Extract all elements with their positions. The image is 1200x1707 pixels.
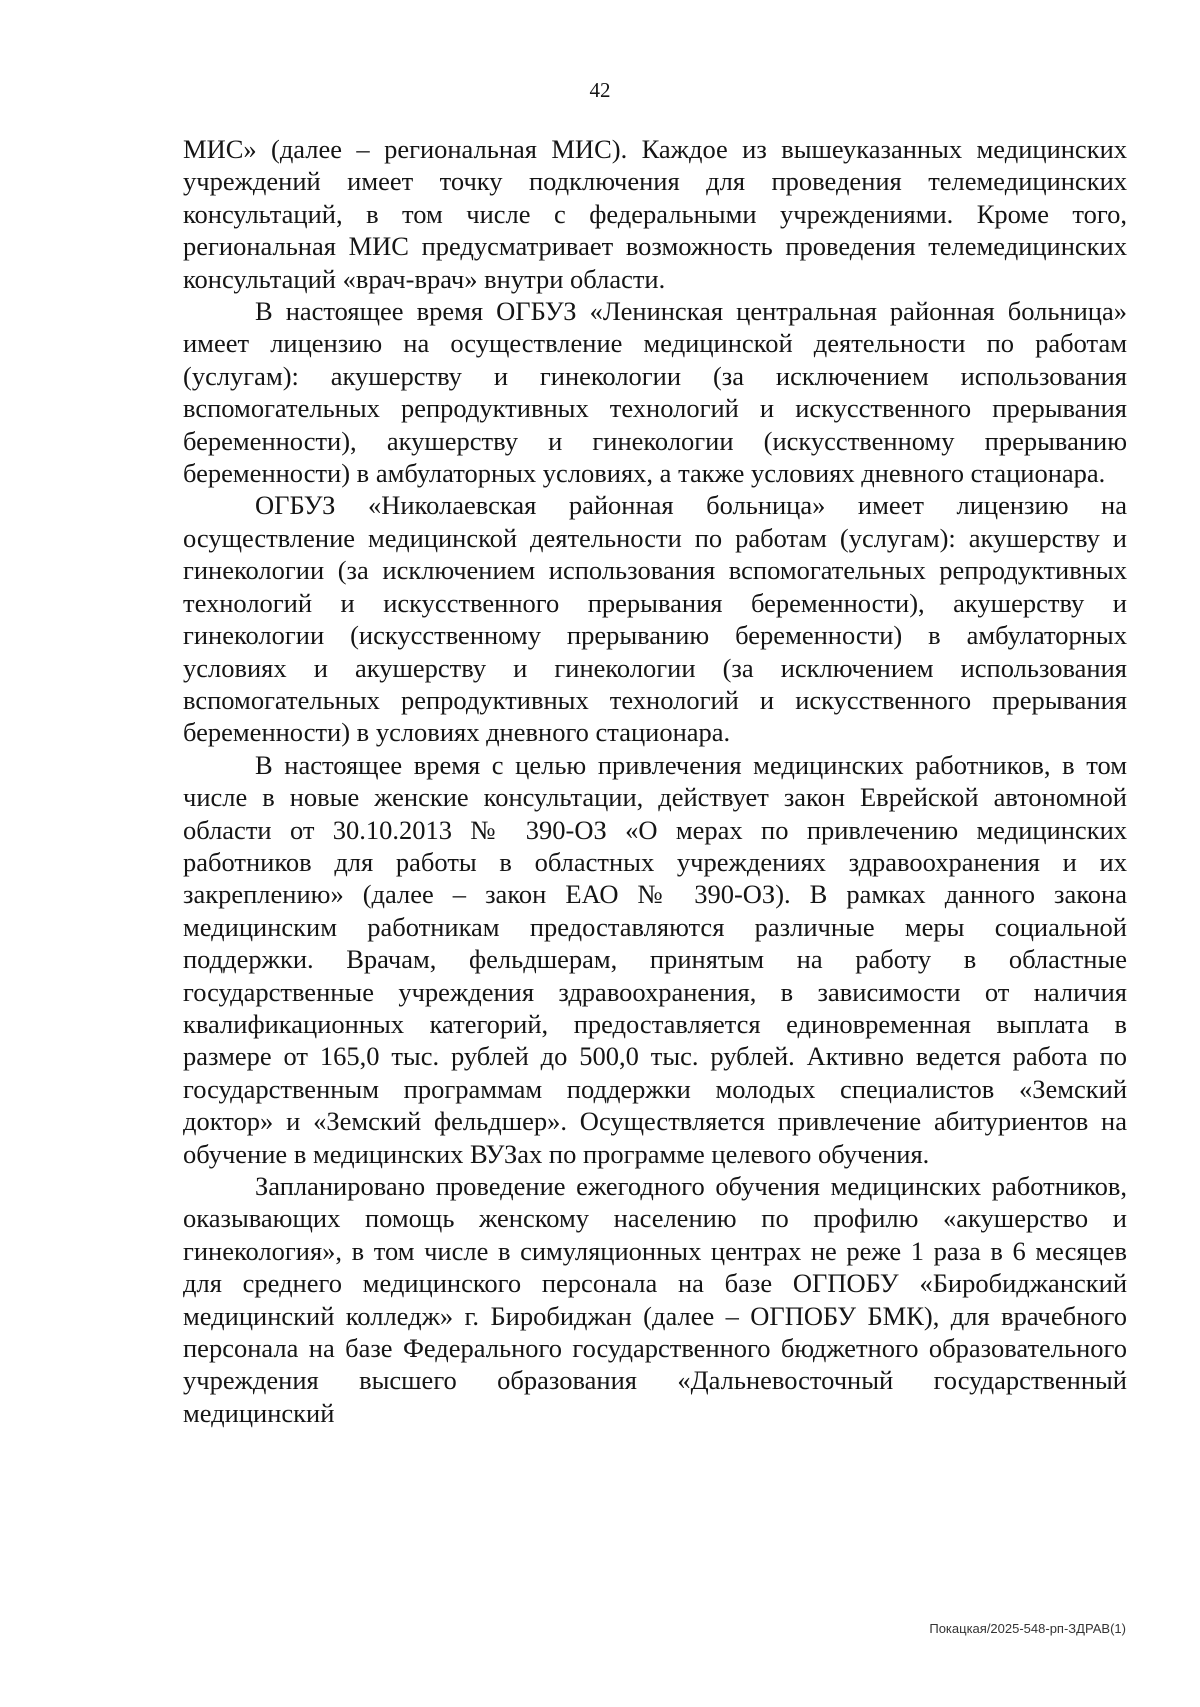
document-footer-code: Покацкая/2025-548-рп-ЗДРАВ(1) <box>929 1621 1126 1636</box>
paragraph-staff-training: Запланировано проведение ежегодного обучения медицинских работников, оказывающих помощь женскому населению по профилю «акушерство и гинекология», в том числе в симуляционных центрах не реже 1 раза в 6 месяцев для среднего медицинского персонала на базе ОГПОБУ «Биробиджанский медицинский колледж» г. Биробиджан (далее – ОГПОБУ БМК), для врачебного персонала на базе Федерального государственного бюджетного образовательного учреждения высшего образования «Дальневосточный государственный медицинский <box>183 1171 1127 1428</box>
document-body <box>183 133 1127 1429</box>
paragraph-regional-mis: МИС» (далее – региональная МИС). Каждое из вышеуказанных медицинских учреждений имеет точку подключения для проведения телемедицинских консультаций, в том числе с федеральными учреждениями. Кроме того, региональная МИС предусматривает возможность проведения телемедицинских консультаций «врач-врач» внутри области. <box>183 134 1127 294</box>
paragraph-staff-recruitment-law: В настоящее время с целью привлечения медицинских работников, в том числе в новые женские консультации, действует закон Еврейской автономной области от 30.10.2013 № 390-ОЗ «О мерах по привлечению медицинских работников для работы в областных учреждениях здравоохранения и их закреплению» (далее – закон ЕАО № 390-ОЗ). В рамках данного закона медицинским работникам предоставляются различные меры социальной поддержки. Врачам, фельдшерам, принятым на работу в областные государственные учреждения здравоохранения, в зависимости от наличия квалификационных категорий, предоставляется единовременная выплата в размере от 165,0 тыс. рублей до 500,0 тыс. рублей. Активно ведется работа по государственным программам поддержки молодых специалистов «Земский доктор» и «Земский фельдшер». Осуществляется привлечение абитуриентов на обучение в медицинских ВУЗах по программе целевого обучения. <box>183 749 1127 1169</box>
page-number: 42 <box>589 78 611 102</box>
paragraph-leninskaya-hospital: В настоящее время ОГБУЗ «Ленинская центральная районная больница» имеет лицензию на осуществление медицинской деятельности по работам (услугам): акушерству и гинекологии (за исключением использования вспомогательных репродуктивных технологий и искусственного прерывания беременности), акушерству и гинекологии (искусственному прерыванию беременности) в амбулаторных условиях, а также условиях дневного стационара. <box>183 296 1127 489</box>
paragraph-nikolaevskaya-hospital: ОГБУЗ «Николаевская районная больница» имеет лицензию на осуществление медицинской деятельности по работам (услугам): акушерству и гинекологии (за исключением использования вспомогательных репродуктивных технологий и искусственного прерывания беременности), акушерству и гинекологии (искусственному прерыванию беременности) в амбулаторных условиях и акушерству и гинекологии (за исключением использования вспомогательных репродуктивных технологий и искусственного прерывания беременности) в условиях дневного стационара. <box>183 490 1127 748</box>
